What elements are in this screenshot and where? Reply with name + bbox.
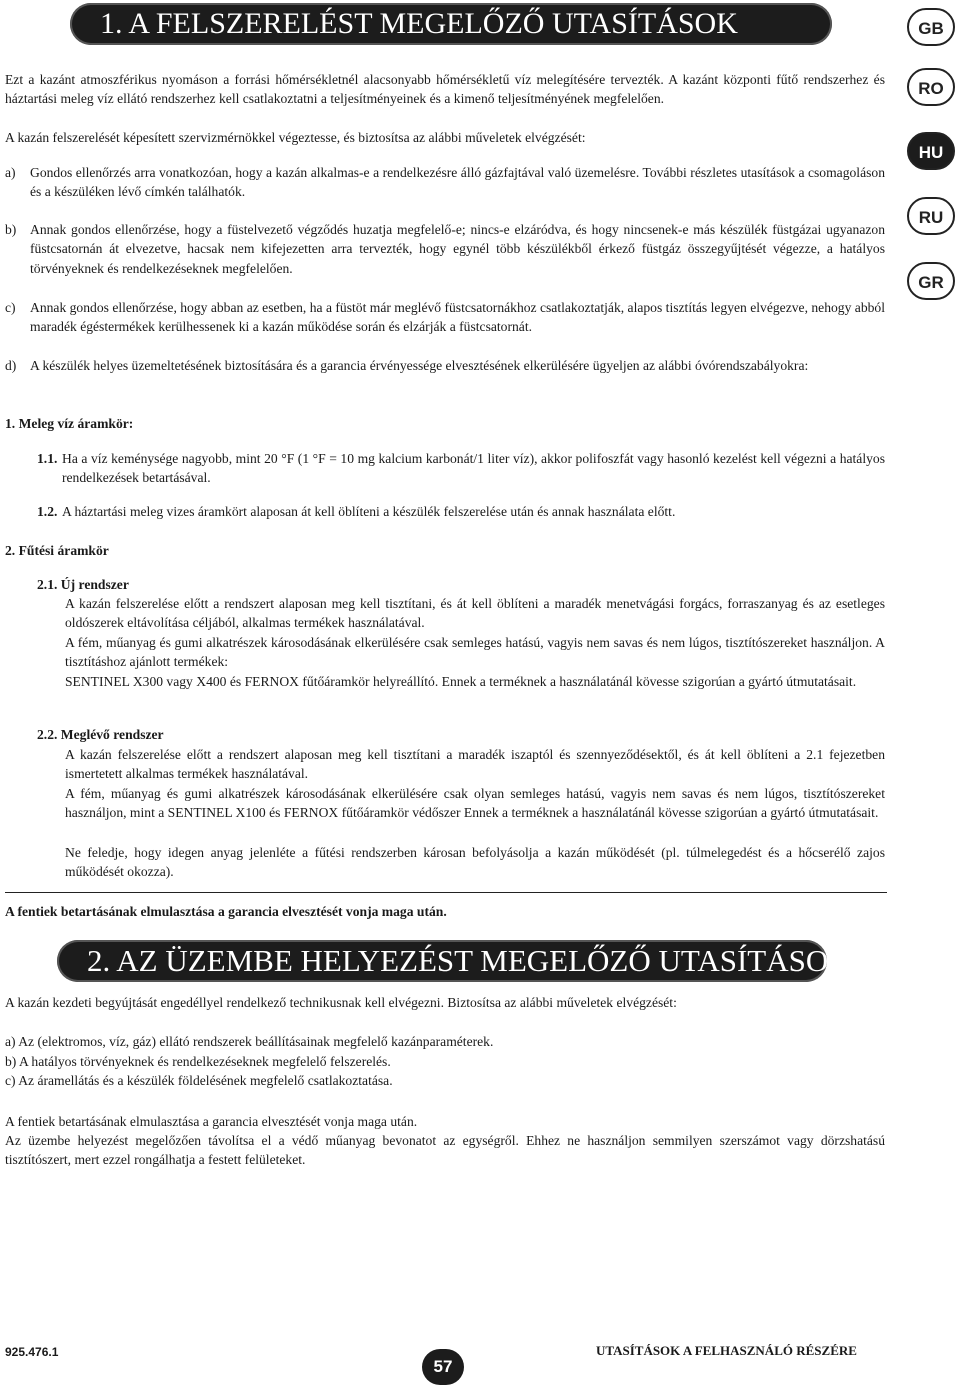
list-item-text: A készülék helyes üzemeltetésének biztosítására és a garancia érvényessége elvesztésének elkerülésére ügyeljen az alábbi óvórendszabályokra: xyxy=(30,358,809,373)
existing-system-para-1: A kazán felszerelése előtt a rendszert alaposan meg kell tisztítani a maradék iszaptól és szennyeződésektől, és át kell öblíteni a 2.1 fejezetben ismertetett alkalmas termékek használatával. xyxy=(65,747,885,782)
heading-new-system: 2.1. Új rendszer xyxy=(37,577,129,592)
sub-item-text: A háztartási meleg vizes áramkört alaposan át kell öblíteni a készülék felszerelése után és annak használata előtt. xyxy=(62,504,676,519)
list-item-b xyxy=(5,220,885,278)
sub-item-1-1 xyxy=(37,449,885,488)
section-2-item-c: c) Az áramellátás és a készülék földelésének megfelelő csatlakoztatása. xyxy=(5,1073,393,1088)
list-item-label: d) xyxy=(5,358,17,373)
list-item-label: a) xyxy=(5,165,16,180)
section-2-item-b: b) A hatályos törvényeknek és rendelkezéseknek megfelelő felszerelés. xyxy=(5,1054,391,1069)
new-system-para-3: SENTINEL X300 vagy X400 és FERNOX fűtőáramkör helyreállító. Ennek a terméknek a használatánál kövesse szigorúan a gyártó útmutatásait. xyxy=(65,674,857,689)
section-2-item-a: a) Az (elektromos, víz, gáz) ellátó rendszerek beállításainak megfelelő kazánparaméterek. xyxy=(5,1034,494,1049)
heading-existing-system: 2.2. Meglévő rendszer xyxy=(37,727,164,742)
list-item-label: c) xyxy=(5,300,16,315)
section-1-intro: Ezt a kazánt atmoszférikus nyomáson a forrási hőmérsékletnél alacsonyabb hőmérsékletű víz melegítésére tervezték. A kazánt központi fűtő rendszerhez és háztartási meleg víz ellátó rendszerhez kell csatlakoztatni a teljesítményeinek és a kimenő teljesítményének megfelelően. xyxy=(5,72,885,107)
section-1-title: 1. A FELSZERELÉST MEGELŐZŐ UTASÍTÁSOK xyxy=(70,3,832,45)
section-2-warning: A fentiek betartásának elmulasztása a garancia elvesztését vonja maga után. xyxy=(5,1114,418,1129)
new-system-para-2: A fém, műanyag és gumi alkatrészek károsodásának elkerülésére csak semleges hatású, vagyis nem savas és nem lúgos, tisztítószereket használjon. A tisztításhoz ajánlott termékek: xyxy=(65,635,885,670)
section-2-intro: A kazán kezdeti begyújtását engedéllyel rendelkező technikusnak kell elvégezni. Biztosítsa az alábbi műveletek elvégzését: xyxy=(5,995,677,1010)
footer-title: UTASÍTÁSOK A FELHASZNÁLÓ RÉSZÉRE xyxy=(596,1343,857,1358)
heading-hot-water-circuit: 1. Meleg víz áramkör: xyxy=(5,416,134,431)
list-item-text: Annak gondos ellenőrzése, hogy abban az esetben, ha a füstöt már meglévő füstcsatornákhoz csatlakoztatják, alapos tisztítás legyen elvégezve, nehogy abból maradék égéstermékek kerülhessenek ki a kazán működése során és elzárják a füstcsatornát. xyxy=(30,300,885,335)
section-2-title: 2. AZ ÜZEMBE HELYEZÉST MEGELŐZŐ UTASÍTÁSOK xyxy=(57,940,827,982)
list-item-d xyxy=(5,356,885,375)
page-number: 57 xyxy=(422,1349,464,1385)
sub-item-text: Ha a víz keménysége nagyobb, mint 20 °F (1 °F = 10 mg kalcium karbonát/1 liter víz), akkor polifoszfát vagy hasonló kezelést kell végezni a hatályos rendelkezések betartásával. xyxy=(62,451,885,486)
list-item-text: Annak gondos ellenőrzése, hogy a füstelvezető végződés huzatja megfelelő-e; nincs-e elzáródva, és hogy nincsenek-e más készülék füstgázai ugyanazon füstcsatornán át elvezetve, hacsak nem kifejezetten arra tervezték, hogy egynél több készülékből érkező füstgáz összegyűjtését végezze, a hatályos törvényeknek és rendelkezéseknek megfelelően. xyxy=(30,222,885,276)
section-2-final: Az üzembe helyezést megelőzően távolítsa el a védő műanyag bevonatot az egységről. Ehhez ne használjon semmilyen szerszámot vagy dörzshatású tisztítószert, mert ezzel rongálhatja a festett felületeket. xyxy=(5,1133,885,1168)
new-system-para-1: A kazán felszerelése előtt a rendszert alaposan meg kell tisztítani, és át kell öblíteni a maradék menetvágási forgács, forraszanyag és az esetleges oldószerek eltávolítása céljából, alkalmas termékek használatával. xyxy=(65,596,885,631)
list-item-c xyxy=(5,298,885,337)
lang-tab-hu[interactable]: HU xyxy=(907,132,955,170)
existing-system-para-3: Ne feledje, hogy idegen anyag jelenléte a fűtési rendszerben károsan befolyásolja a kazán működését (pl. túlmelegedést és a hőcserélő zajos működését okozza). xyxy=(65,845,885,880)
lang-tab-ru[interactable]: RU xyxy=(907,197,955,235)
lang-tab-ro[interactable]: RO xyxy=(907,68,955,106)
divider xyxy=(5,892,887,893)
existing-system-para-2: A fém, műanyag és gumi alkatrészek károsodásának elkerülésére csak olyan semleges hatású, vagyis nem savas és nem lúgos, tisztítószereket használjon, mint a SENTINEL X100 és FERNOX fűtőáramkör védőszer Ennek a terméknek a használatánál kövesse szigorúan a gyártó útmutatásait. xyxy=(65,786,885,821)
section-1-intro-2: A kazán felszerelését képesített szervizmérnökkel végeztesse, és biztosítsa az alábbi műveletek elvégzését: xyxy=(5,130,586,145)
warranty-warning: A fentiek betartásának elmulasztása a garancia elvesztését vonja maga után. xyxy=(5,904,447,919)
sub-item-1-2 xyxy=(37,502,885,521)
list-item-a xyxy=(5,163,885,202)
list-item-label: b) xyxy=(5,222,17,237)
sub-item-number: 1.2. xyxy=(37,504,58,519)
heading-heating-circuit: 2. Fűtési áramkör xyxy=(5,543,109,558)
list-item-text: Gondos ellenőrzés arra vonatkozóan, hogy a kazán alkalmas-e a rendelkezésre álló gázfajtával való üzemelésre. További részletes utasítások a csomagoláson és a készüléken lévő címkén találhatók. xyxy=(30,165,885,200)
sub-item-number: 1.1. xyxy=(37,451,58,466)
document-code: 925.476.1 xyxy=(5,1345,59,1359)
lang-tab-gr[interactable]: GR xyxy=(907,262,955,300)
lang-tab-gb[interactable]: GB xyxy=(907,8,955,46)
